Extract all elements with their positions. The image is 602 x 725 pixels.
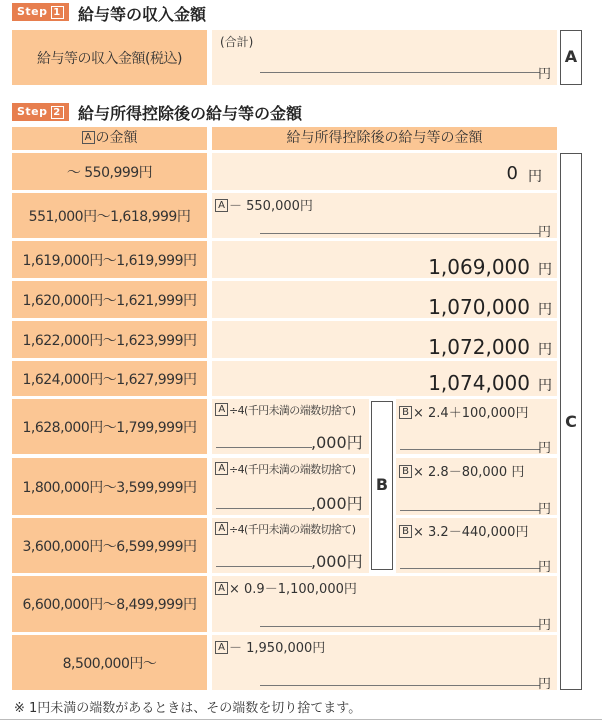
step1-letter-A: A (564, 47, 578, 66)
box-A: A (215, 462, 228, 475)
result-unit: 円 (538, 302, 552, 318)
formula-text: A － 550,000円 (215, 195, 313, 214)
range-cell: 1,622,000円～1,623,999円 (12, 321, 207, 358)
box-A: A (215, 582, 228, 595)
result-unit: 円 (538, 262, 552, 278)
thousand-suffix: ,000円 (311, 433, 363, 452)
answer-underline (260, 233, 540, 234)
formula-text: B × 2.8－80,000 円 (399, 461, 524, 480)
box-A: A (215, 199, 228, 212)
formula-text: A × 0.9－1,100,000円 (215, 578, 357, 597)
thousand-suffix: ,000円 (311, 552, 363, 571)
formula-text: A ÷4(千円未満の端数切捨て) (215, 461, 355, 477)
step1-yen: 円 (538, 67, 552, 82)
result-value: 0 (506, 163, 518, 184)
box-B: B (399, 525, 412, 538)
box-A: A (215, 522, 228, 535)
result-cell (212, 153, 557, 190)
box-B: B (399, 406, 412, 419)
step2-title: 給与所得控除後の給与等の金額 (78, 104, 303, 123)
answer-underline (216, 566, 312, 567)
answer-yen: 円 (538, 677, 552, 692)
result-cell (212, 241, 557, 278)
b-formula-input-cell[interactable] (396, 399, 557, 454)
range-cell: 8,500,000円～ (12, 635, 207, 690)
header-left-box-A: A (82, 131, 95, 144)
b-letter: B (375, 475, 389, 494)
answer-yen: 円 (538, 560, 552, 575)
answer-underline (400, 510, 540, 511)
answer-underline (216, 508, 312, 509)
header-left: A の金額 (12, 127, 207, 150)
range-cell: 1,628,000円～1,799,999円 (12, 399, 207, 454)
result-cell (212, 321, 557, 358)
box-B: B (399, 465, 412, 478)
box-A: A (215, 403, 228, 416)
range-cell: 6,600,000円～8,499,999円 (12, 576, 207, 632)
step1-sum-label: (合計) (220, 35, 254, 49)
result-unit: 円 (538, 378, 552, 394)
result-cell (212, 281, 557, 318)
step1-badge: Step 1 (12, 3, 69, 21)
step2-badge-number: 2 (51, 106, 64, 119)
range-cell: 3,600,000円～6,599,999円 (12, 518, 207, 573)
result-unit: 円 (538, 342, 552, 358)
step1-underline (260, 72, 540, 73)
b-formula-input-cell[interactable] (396, 518, 557, 573)
answer-underline (216, 447, 312, 448)
formula-text: A ÷4(千円未満の端数切捨て) (215, 402, 355, 418)
range-cell: 1,624,000円～1,627,999円 (12, 361, 207, 396)
formula-input-cell[interactable] (212, 635, 557, 690)
answer-underline (400, 568, 540, 569)
b-formula-input-cell[interactable] (396, 458, 557, 515)
formula-text: B × 2.4＋100,000円 (399, 402, 528, 421)
step1-badge-number: 1 (51, 6, 64, 19)
range-cell: 1,619,000円～1,619,999円 (12, 241, 207, 278)
answer-underline (400, 449, 540, 450)
result-value: 1,074,000 (428, 371, 530, 395)
answer-yen: 円 (538, 225, 552, 240)
formula-text: A － 1,950,000円 (215, 637, 325, 656)
header-right: 給与所得控除後の給与等の金額 (212, 127, 557, 150)
result-cell (212, 361, 557, 396)
answer-underline (260, 685, 540, 686)
result-value: 1,072,000 (428, 335, 530, 359)
answer-yen: 円 (538, 441, 552, 456)
formula-input-cell[interactable] (212, 193, 557, 238)
answer-yen: 円 (538, 618, 552, 633)
step1-title: 給与等の収入金額 (78, 5, 207, 24)
quarter-input-cell[interactable] (212, 518, 369, 573)
range-cell: 1,620,000円～1,621,999円 (12, 281, 207, 318)
step1-label: 給与等の収入金額(税込) (12, 30, 207, 85)
result-value: 1,070,000 (428, 295, 530, 319)
quarter-input-cell[interactable] (212, 399, 369, 454)
thousand-suffix: ,000円 (311, 494, 363, 513)
quarter-input-cell[interactable] (212, 458, 369, 515)
formula-text: A ÷4(千円未満の端数切捨て) (215, 521, 355, 537)
c-letter: C (565, 412, 577, 431)
result-unit: 円 (528, 169, 542, 185)
box-A: A (215, 641, 228, 654)
answer-yen: 円 (538, 502, 552, 517)
formula-input-cell[interactable] (212, 576, 557, 632)
answer-underline (260, 626, 540, 627)
range-cell: 551,000円～1,618,999円 (12, 193, 207, 238)
range-cell: ～ 550,999円 (12, 153, 207, 190)
result-value: 1,069,000 (428, 255, 530, 279)
step1-income-input[interactable] (212, 30, 557, 85)
formula-text: B × 3.2－440,000円 (399, 521, 528, 540)
footnote: ※ 1円未満の端数があるときは、その端数を切り捨てます。 (14, 701, 362, 716)
bottom-divider (0, 719, 602, 720)
step2-badge: Step 2 (12, 103, 69, 121)
range-cell: 1,800,000円～3,599,999円 (12, 458, 207, 515)
